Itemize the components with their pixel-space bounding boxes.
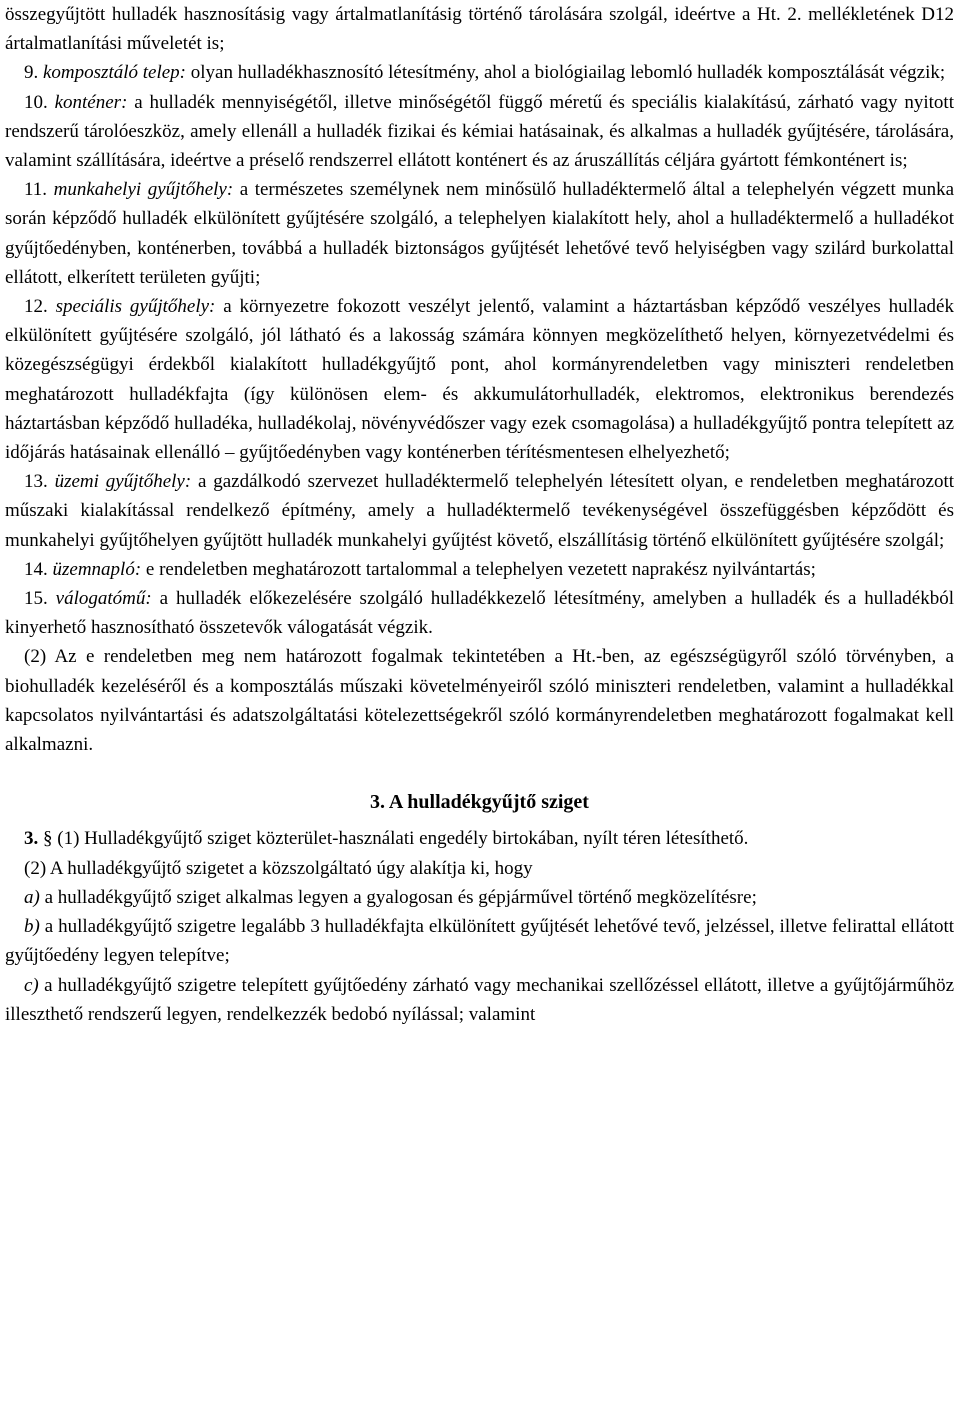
list-item-label: a) [24, 886, 40, 908]
definition-number: 14. [24, 558, 48, 580]
section-number: 3. [24, 828, 39, 850]
definition-12 [5, 292, 954, 467]
definition-term: üzemnapló: [52, 558, 142, 580]
list-item-b [5, 912, 954, 970]
section-3-paragraph-1 [5, 824, 954, 853]
definition-number: 11. [24, 179, 48, 201]
list-item-label: b) [24, 916, 40, 938]
definition-text: a hulladék mennyiségétől, illetve minőségétől függő méretű és speciális kialakítású, zárható vagy nyitott rendszerű tárolóeszköz, amely ellenáll a hulladék fizikai és kémiai hatásainak, és alkalmas a hulladék gyűjtésére, tárolására, valamint szállítására, ideértve a préselő rendszerrel ellátott konténert és az áruszállítás céljára gyártott fémkonténert is; [5, 91, 954, 172]
list-item-a [5, 883, 954, 912]
section-sign: § [43, 828, 53, 850]
list-item-text: a hulladékgyűjtő szigetre telepített gyűjtőedény zárható vagy mechanikai szellőzéssel ellátott, illetve a gyűjtőjárműhöz illeszthető rendszerű legyen, rendelkezzék bedobó nyílással; valamint [5, 974, 955, 1025]
list-item-label: c) [24, 974, 39, 996]
definition-term: komposztáló telep: [43, 62, 187, 84]
list-item-c [5, 971, 954, 1029]
paragraph-continuation: összegyűjtött hulladék hasznosításig vagy ártalmatlanításig történő tárolására szolgál, ideértve a Ht. 2. mellékletének D12 ártalmatlanítási műveletét is; [5, 4, 954, 55]
definition-text: a hulladék előkezelésére szolgáló hulladékkezelő létesítmény, amelyben a hulladék és a hulladékból kinyerhető hasznosítható összetevők válogatását végzik. [5, 588, 954, 639]
definition-text: olyan hulladékhasznosító létesítmény, ahol a biológiailag lebomló hulladék komposztálását végzik; [190, 62, 946, 84]
definition-13 [5, 467, 954, 555]
definition-9 [5, 58, 954, 87]
definition-text: e rendeletben meghatározott tartalommal a telephelyen vezetett naprakész nyilvántartás; [145, 558, 816, 580]
definition-text: a természetes személynek nem minősülő hulladéktermelő által a telephelyén végzett munka során képződő hulladék elkülönített gyűjtésére szolgáló, a telephelyen kialakított hely, ahol a hulladéktermelő a hulladékot gyűjtőedényben, konténerben, továbbá a hulladék biztonságos gyűjtését lehetővé tevő helyiségben vagy szilárd burkolattal ellátott, elkerített területen gyűjti; [5, 179, 955, 288]
section-text: (1) Hulladékgyűjtő sziget közterület-használati engedély birtokában, nyílt téren létesíthető. [57, 828, 749, 850]
list-item-text: a hulladékgyűjtő sziget alkalmas legyen a gyalogosan és gépjárművel történő megközelítésre; [44, 886, 757, 908]
definition-11 [5, 175, 954, 292]
definition-15 [5, 584, 954, 642]
list-item-text: a hulladékgyűjtő szigetre legalább 3 hulladékfajta elkülönített gyűjtését lehetővé tevő, jelzéssel, illetve felirattal ellátott gyűjtőedény legyen telepítve; [5, 916, 954, 967]
definition-number: 15. [24, 588, 48, 610]
definition-number: 9. [24, 62, 39, 84]
paragraph-2: (2) Az e rendeletben meg nem határozott fogalmak tekintetében a Ht.-ben, az egészségügyről szóló törvényben, a biohulladék kezeléséről és a komposztálás műszaki követelményeiről szóló miniszteri rendeletben, valamint a hulladékkal kapcsolatos nyilvántartási és adatszolgáltatási kötelezettségekről szóló kormányrendeletben meghatározott fogalmakat kell alkalmazni. [5, 646, 954, 756]
section-3-paragraph-2: (2) A hulladékgyűjtő szigetet a közszolgáltató úgy alakítja ki, hogy [24, 857, 533, 879]
definition-text: a gazdálkodó szervezet hulladéktermelő telephelyén létesített olyan, e rendeletben meghatározott műszaki kialakítással rendelkező építmény, amely a hulladéktermelő tevékenységével összefüggésben képződött és munkahelyi gyűjtőhelyen gyűjtött hulladék munkahelyi gyűjtést követő, elszállításig történő elkülönített gyűjtésére szolgál; [5, 471, 955, 551]
definition-term: üzemi gyűjtőhely: [54, 471, 192, 493]
section-heading: 3. A hulladékgyűjtő sziget [370, 791, 589, 814]
definition-term: munkahelyi gyűjtőhely: [53, 179, 234, 201]
definition-number: 12. [24, 296, 48, 318]
definition-term: válogatómű: [55, 588, 152, 610]
definition-number: 10. [24, 91, 48, 113]
definition-term: konténer: [54, 91, 128, 113]
definition-term: speciális gyűjtőhely: [55, 296, 216, 318]
definition-text: a környezetre fokozott veszélyt jelentő, valamint a háztartásban képződő veszélyes hulladék elkülönített gyűjtésére szolgáló, jól látható és a lakosság számára könnyen megközelíthető helyen, környezetvédelmi és közegészségügyi érdekből kialakított hulladékgyűjtő pont, ahol kormányrendeletben vagy miniszteri rendeletben meghatározott hulladékfajta (így különösen elem- és akkumulátorhulladék, elektromos, elektronikus berendezés háztartásban képződő hulladéka, hulladékolaj, növényvédőszer vagy ezek csomagolása) a hulladékgyűjtő pontra telepített az időjárás hatásainak ellenálló – gyűjtőedényben vagy konténerben térítésmentesen elhelyezhető; [5, 296, 954, 464]
definition-14 [5, 555, 954, 584]
definition-number: 13. [24, 471, 48, 493]
definition-10 [5, 88, 954, 176]
